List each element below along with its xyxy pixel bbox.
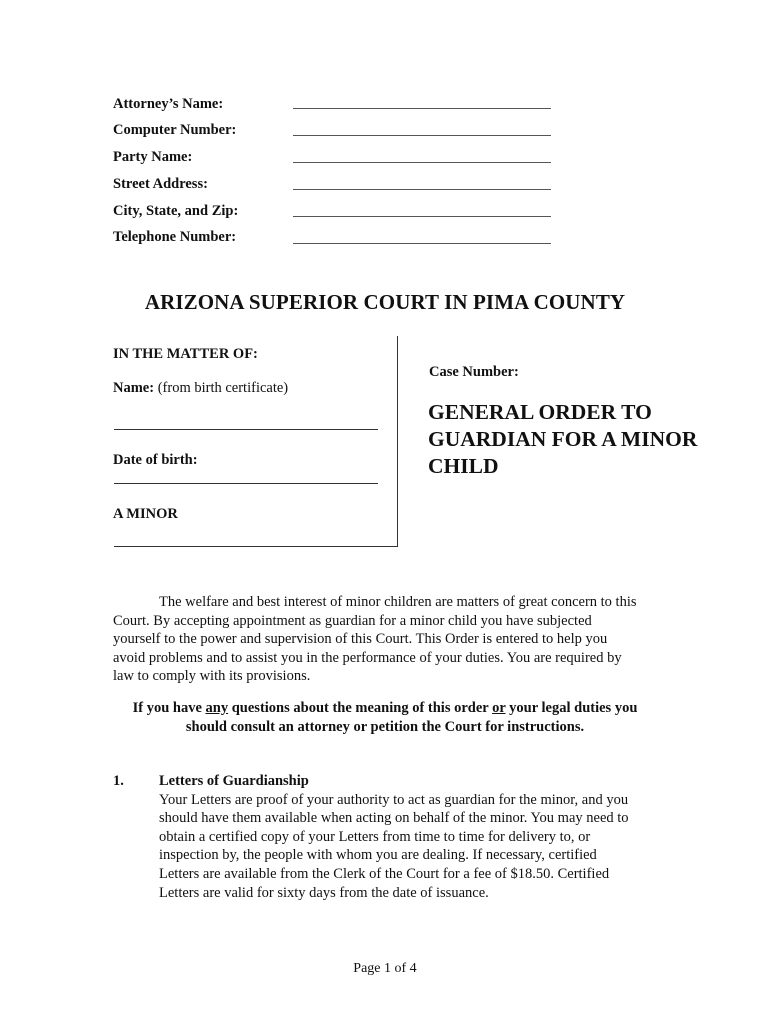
court-title: ARIZONA SUPERIOR COURT IN PIMA COUNTY (144, 290, 626, 314)
notice-text: questions about the meaning of this order (228, 700, 493, 716)
case-number-label: Case Number: (429, 364, 519, 380)
section-heading: Letters of Guardianship (159, 773, 309, 789)
date-of-birth-label: Date of birth: (113, 452, 198, 468)
notice-emphasis-or: or (492, 700, 506, 716)
paragraph-line: law to comply with its provisions. (113, 668, 311, 685)
paragraph-line: yourself to the power and supervision of this Court. This Order is entered to help you (113, 631, 608, 648)
attorney-name-label: Attorney’s Name: (113, 96, 224, 112)
party-name-label: Party Name: (113, 149, 193, 165)
street-address-label: Street Address: (113, 176, 208, 192)
city-state-zip-field[interactable] (293, 216, 551, 217)
date-of-birth-field[interactable] (114, 483, 378, 484)
caption-divider (397, 336, 398, 547)
section-line: Letters are valid for sixty days from the date of issuance. (159, 884, 489, 901)
attorney-name-field[interactable] (293, 108, 551, 109)
city-state-zip-label: City, State, and Zip: (113, 203, 239, 219)
order-title-line: CHILD (428, 454, 499, 478)
section-line: inspection by, the people with whom you are dealing. If necessary, certified (159, 847, 597, 864)
caption-bottom-rule (114, 546, 397, 547)
section-line: obtain a certified copy of your Letters from time to time for delivery to, or (159, 828, 591, 845)
notice-line-2: should consult an attorney or petition the Court for instructions. (185, 719, 585, 735)
paragraph-line: Court. By accepting appointment as guardian for a minor child you have subjected (113, 612, 592, 629)
a-minor-label: A MINOR (113, 506, 178, 522)
notice-text: If you have (132, 700, 206, 716)
paragraph-line: avoid problems and to assist you in the performance of your duties. You are required by (113, 649, 622, 666)
consult-notice (100, 699, 670, 737)
notice-line-1 (100, 699, 670, 718)
section-number: 1. (113, 773, 124, 789)
computer-number-label: Computer Number: (113, 122, 237, 138)
name-hint: (from birth certificate) (157, 380, 289, 396)
computer-number-field[interactable] (293, 135, 551, 136)
minor-name-field[interactable] (114, 429, 378, 430)
section-line: Letters are available from the Clerk of the Court for a fee of $18.50. Certified (159, 865, 610, 882)
order-title-line: GUARDIAN FOR A MINOR (428, 427, 698, 451)
matter-of-label: IN THE MATTER OF: (113, 346, 258, 362)
name-label: Name: (113, 380, 155, 396)
order-title (428, 399, 748, 480)
paragraph-line: The welfare and best interest of minor children are matters of great concern to this (159, 594, 637, 610)
telephone-number-label: Telephone Number: (113, 229, 237, 245)
notice-emphasis-any: any (205, 700, 229, 716)
street-address-field[interactable] (293, 189, 551, 190)
section-line: should have them available when acting on behalf of the minor. You may need to (159, 810, 629, 827)
telephone-number-field[interactable] (293, 243, 551, 244)
page-number: Page 1 of 4 (353, 961, 417, 976)
notice-text: your legal duties you (505, 700, 638, 716)
order-title-line: GENERAL ORDER TO (428, 400, 652, 424)
party-name-field[interactable] (293, 162, 551, 163)
section-line: Your Letters are proof of your authority to act as guardian for the minor, and you (159, 791, 629, 808)
name-label-row (113, 379, 288, 397)
intro-paragraph (113, 593, 693, 686)
section-letters-of-guardianship (159, 772, 679, 902)
